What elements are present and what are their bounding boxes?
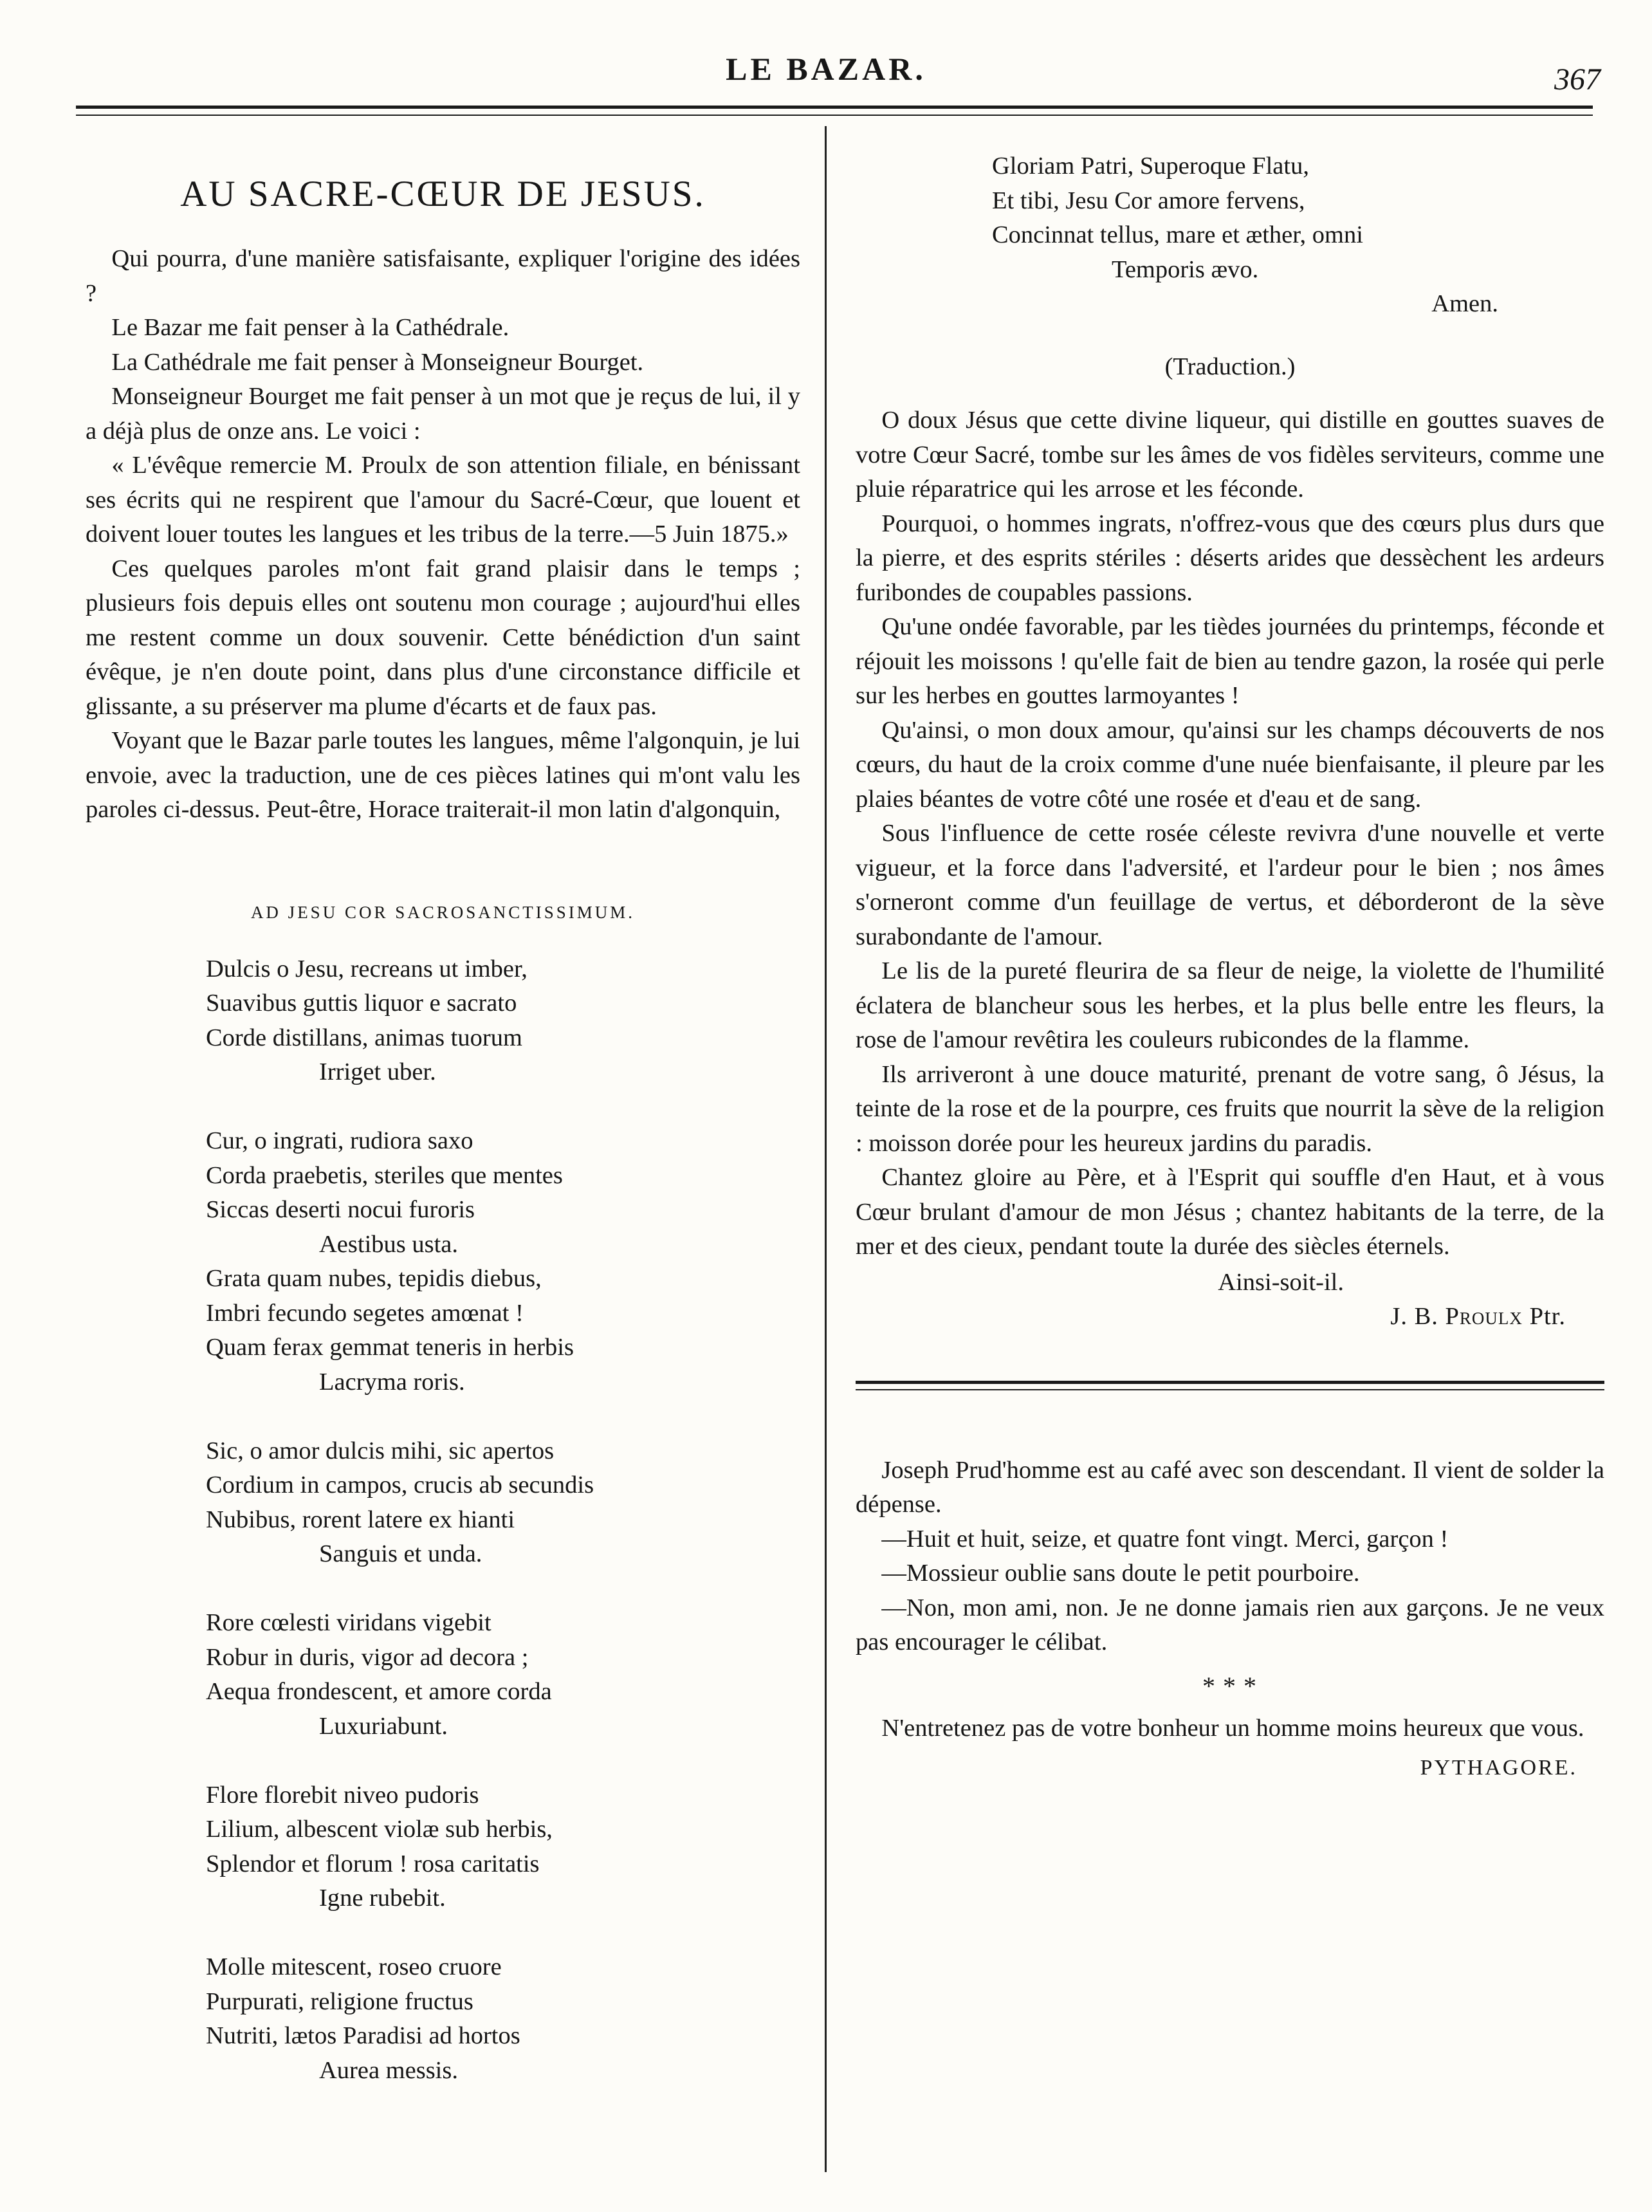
intro-paragraph: Voyant que le Bazar parle toutes les langues, même l'algonquin, je lui envoie, avec la traduction, une de ces pièces latines qui m'ont valu les paroles ci-dessus. Peut-être, Horace traiterait-il mon latin d'algonquin, bbox=[86, 727, 800, 823]
intro-paragraph: Le Bazar me fait penser à la Cathédrale. bbox=[111, 314, 509, 341]
anecdote-paragraph: —Mossieur oublie sans doute le petit pourboire. bbox=[881, 1560, 1360, 1587]
poem-line: Nubibus, rorent latere ex hianti bbox=[206, 1506, 515, 1533]
translation-paragraph: Chantez gloire au Père, et à l'Esprit qui souffle d'en Haut, et à vous Cœur brulant d'amour de mon Jésus ; chantez habitants de la terre, de la mer et des cieux, pendant toute la durée des siècles éternels. bbox=[856, 1164, 1604, 1260]
poem-short-line: Luxuriabunt. bbox=[319, 1712, 448, 1740]
poem-stanza bbox=[206, 1606, 800, 1744]
poem-short-line: Sanguis et unda. bbox=[319, 1540, 482, 1567]
poem-amen: Amen. bbox=[1431, 290, 1498, 317]
latin-poem bbox=[206, 952, 800, 2088]
column-divider bbox=[825, 126, 827, 2172]
poem-final-stanza bbox=[992, 149, 1604, 287]
asterism-ornament: * * * bbox=[1202, 1671, 1258, 1700]
poem-line: Purpurati, religione fructus bbox=[206, 1987, 473, 2015]
poem-short-line: Temporis ævo. bbox=[1112, 255, 1259, 283]
translation-paragraph: Le lis de la pureté fleurira de sa fleur de neige, la violette de l'humilité éclatera de blancheur sous les herbes, et la plus belle entre les fleurs, la rose de l'amour revêtira les couleurs rubicondes de la flamme. bbox=[856, 957, 1604, 1053]
poem-line: Imbri fecundo segetes amœnat ! bbox=[206, 1299, 524, 1327]
poem-stanza bbox=[206, 952, 800, 1090]
anecdote-paragraph: —Huit et huit, seize, et quatre font vingt. Merci, garçon ! bbox=[881, 1525, 1449, 1553]
poem-line: Corda praebetis, steriles que mentes bbox=[206, 1161, 563, 1189]
signature-name: Proulx bbox=[1445, 1303, 1523, 1330]
poem-line: Cordium in campos, crucis ab secundis bbox=[206, 1471, 594, 1498]
poem-line: Cur, o ingrati, rudiora saxo bbox=[206, 1127, 473, 1154]
poem-line: Robur in duris, vigor ad decora ; bbox=[206, 1643, 529, 1671]
poem-line: Grata quam nubes, tepidis diebus, bbox=[206, 1265, 542, 1292]
poem-line: Concinnat tellus, mare et æther, omni bbox=[992, 221, 1363, 248]
header-rule-thick bbox=[76, 106, 1593, 109]
poem-title: AD JESU COR SACROSANCTISSIMUM. bbox=[250, 902, 636, 922]
poem-line: Dulcis o Jesu, recreans ut imber, bbox=[206, 955, 528, 982]
poem-line: Lilium, albescent violæ sub herbis, bbox=[206, 1816, 553, 1843]
quoted-letter: « L'évêque remercie M. Proulx de son attention filiale, en bénissant ses écrits qui ne respirent que l'amour du Sacré-Cœur, que louent et doivent louer toutes les langues et les tribus de la terre.—5 Juin 1875.» bbox=[86, 452, 800, 548]
intro-paragraph: Ces quelques paroles m'ont fait grand plaisir dans le temps ; plusieurs fois depuis elles ont soutenu mon courage ; aujourd'hui elles me restent comme un doux souvenir. Cette bénédiction d'un saint évêque, je n'en doute point, dans plus d'une circonstance difficile et glissante, a su préserver ma plume d'écarts et de faux pas. bbox=[86, 555, 800, 720]
poem-line: Flore florebit niveo pudoris bbox=[206, 1781, 479, 1809]
maxim-author: PYTHAGORE. bbox=[1420, 1756, 1577, 1780]
divider-rule-thin bbox=[856, 1389, 1604, 1390]
poem-line: Suavibus guttis liquor e sacrato bbox=[206, 990, 517, 1017]
poem-short-line: Aurea messis. bbox=[319, 2056, 458, 2084]
translation-paragraph: Ils arriveront à une douce maturité, prenant de votre sang, ô Jésus, la teinte de la rose et de la pourpre, ces fruits que nourrit la sève de la religion : moisson dorée pour les heureux jardins du paradis. bbox=[856, 1060, 1604, 1157]
poem-line: Gloriam Patri, Superoque Flatu, bbox=[992, 152, 1309, 180]
left-column bbox=[86, 174, 800, 2088]
poem-line: Molle mitescent, roseo cruore bbox=[206, 1953, 502, 1980]
anecdote-paragraph: Joseph Prud'homme est au café avec son descendant. Il vient de solder la dépense. bbox=[856, 1456, 1604, 1518]
anecdote-section bbox=[856, 1453, 1604, 1785]
poem-line: Et tibi, Jesu Cor amore fervens, bbox=[992, 187, 1305, 214]
poem-line: Quam ferax gemmat teneris in herbis bbox=[206, 1334, 574, 1361]
poem-line: Siccas deserti nocui furoris bbox=[206, 1196, 475, 1223]
translation-paragraph: O doux Jésus que cette divine liqueur, qui distille en gouttes suaves de votre Cœur Sacré, tombe sur les âmes de vos fidèles serviteurs, comme une pluie réparatrice qui les arrose et les féconde. bbox=[856, 407, 1604, 502]
anecdote-paragraph: —Non, mon ami, non. Je ne donne jamais rien aux garçons. Je ne veux pas encourager le célibat. bbox=[856, 1594, 1604, 1655]
intro-paragraph: Monseigneur Bourget me fait penser à un mot que je reçus de lui, il y a déjà plus de onze ans. Le voici : bbox=[86, 383, 800, 445]
signature-initials: J. B. bbox=[1390, 1303, 1438, 1330]
poem-line: Sic, o amor dulcis mihi, sic apertos bbox=[206, 1437, 555, 1464]
translation-heading: (Traduction.) bbox=[1164, 353, 1296, 380]
poem-stanza bbox=[206, 1434, 800, 1572]
divider-rule-thick bbox=[856, 1381, 1604, 1384]
intro-paragraph: Qui pourra, d'une manière satisfaisante, expliquer l'origine des idées ? bbox=[86, 245, 800, 307]
translation-paragraph: Qu'une ondée favorable, par les tièdes journées du printemps, féconde et réjouit les moissons ! qu'elle fait de bien au tendre gazon, la rosée qui perle sur les herbes en gouttes larmoyantes ! bbox=[856, 613, 1604, 709]
poem-line: Splendor et florum ! rosa caritatis bbox=[206, 1850, 540, 1877]
translation-paragraph: Pourquoi, o hommes ingrats, n'offrez-vous que des cœurs plus durs que la pierre, et des esprits stériles : déserts arides que dessèchent les ardeurs furibondes de coupables passions. bbox=[856, 510, 1604, 606]
running-head: LE BAZAR. bbox=[726, 51, 926, 87]
maxim-paragraph: N'entretenez pas de votre bonheur un homme moins heureux que vous. bbox=[881, 1714, 1584, 1742]
poem-line: Rore cœlesti viridans vigebit bbox=[206, 1609, 491, 1636]
poem-short-line: Igne rubebit. bbox=[319, 1885, 446, 1912]
intro-paragraph: La Cathédrale me fait penser à Monseigneur Bourget. bbox=[111, 348, 644, 376]
poem-stanza bbox=[206, 1778, 800, 1916]
poem-line: Aequa frondescent, et amore corda bbox=[206, 1678, 552, 1705]
poem-short-line: Irriget uber. bbox=[319, 1058, 436, 1085]
right-column bbox=[856, 149, 1604, 1785]
page-number: 367 bbox=[1554, 62, 1601, 97]
signature-suffix: Ptr. bbox=[1529, 1303, 1566, 1330]
translation-paragraph: Qu'ainsi, o mon doux amour, qu'ainsi sur les champs découverts de nos cœurs, du haut de la croix comme d'une nuée bienfaisante, il pleure par les plaies béantes de votre côté une rosée et d'eau et de sang. bbox=[856, 716, 1604, 813]
poem-line: Nutriti, lætos Paradisi ad hortos bbox=[206, 2022, 520, 2049]
section-divider bbox=[856, 1381, 1604, 1390]
poem-line: Corde distillans, animas tuorum bbox=[206, 1024, 522, 1051]
closing-ainsi-soit-il: Ainsi-soit-il. bbox=[1218, 1268, 1344, 1296]
poem-short-line: Aestibus usta. bbox=[319, 1230, 459, 1258]
article-title: AU SACRE-CŒUR DE JESUS. bbox=[180, 174, 706, 214]
poem-stanza bbox=[206, 1950, 800, 2088]
poem-stanza-group bbox=[206, 1124, 800, 1399]
translation-paragraph: Sous l'influence de cette rosée céleste revivra d'une nouvelle et verte vigueur, et la force dans l'adversité, et l'ardeur pour le bien ; nos âmes s'orneront comme d'un feuillage de vertus, et déborderont de la sève surabondante de l'amour. bbox=[856, 820, 1604, 950]
author-signature bbox=[856, 1300, 1604, 1334]
poem-short-line: Lacryma roris. bbox=[319, 1368, 465, 1396]
header-rule-thin bbox=[76, 115, 1593, 116]
